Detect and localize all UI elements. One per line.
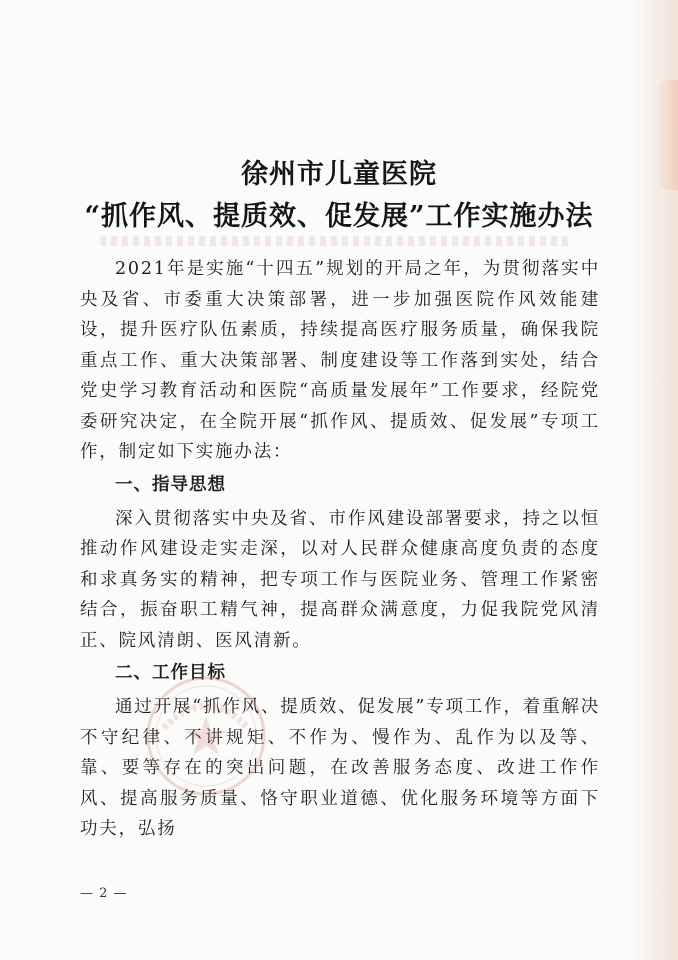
section-heading-work-goals: 二、工作目标 [115,663,226,683]
document-body [80,254,600,845]
section-paragraph-work-goals: 通过开展“抓作风、提质效、促发展”专项工作，着重解决不守纪律、不讲规矩、不作为、慢作为、乱作为以及等、靠、要等存在的突出问题，在改善服务态度、改进工作作风、提高服务质量、恪守职业道德、优化服务环境等方面下功夫，弘扬 [80,697,600,839]
page-number: — 2 — [80,886,128,901]
show-through-marks [100,236,570,246]
section-paragraph-guiding-ideology: 深入贯彻落实中央及省、市作风建设部署要求，持之以恒推动作风建设走实走深，以对人民群众健康高度负责的态度和求真务实的精神，把专项工作与医院业务、管理工作紧密结合，振奋职工精气神，提高群众满意度，力促我院党风清正、院风清朗、医风清新。 [80,508,600,651]
document-title-line-2: “抓作风、提质效、促发展”工作实施办法 [84,201,594,232]
intro-paragraph: 2021年是实施“十四五”规划的开局之年，为贯彻落实中央及省、市委重大决策部署，进一步加强医院作风效能建设，提升医疗队伍素质，持续提高医疗服务质量，确保我院重点工作、重大决策部署、制度建设等工作落到实处，结合党史学习教育活动和医院“高质量发展年”工作要求，经院党委研究决定，在全院开展“抓作风、提质效、促发展”专项工作，制定如下实施办法： [80,259,600,462]
section-heading-guiding-ideology: 一、指导思想 [115,474,226,495]
document-title-line-1: 徐州市儿童医院 [241,159,437,190]
